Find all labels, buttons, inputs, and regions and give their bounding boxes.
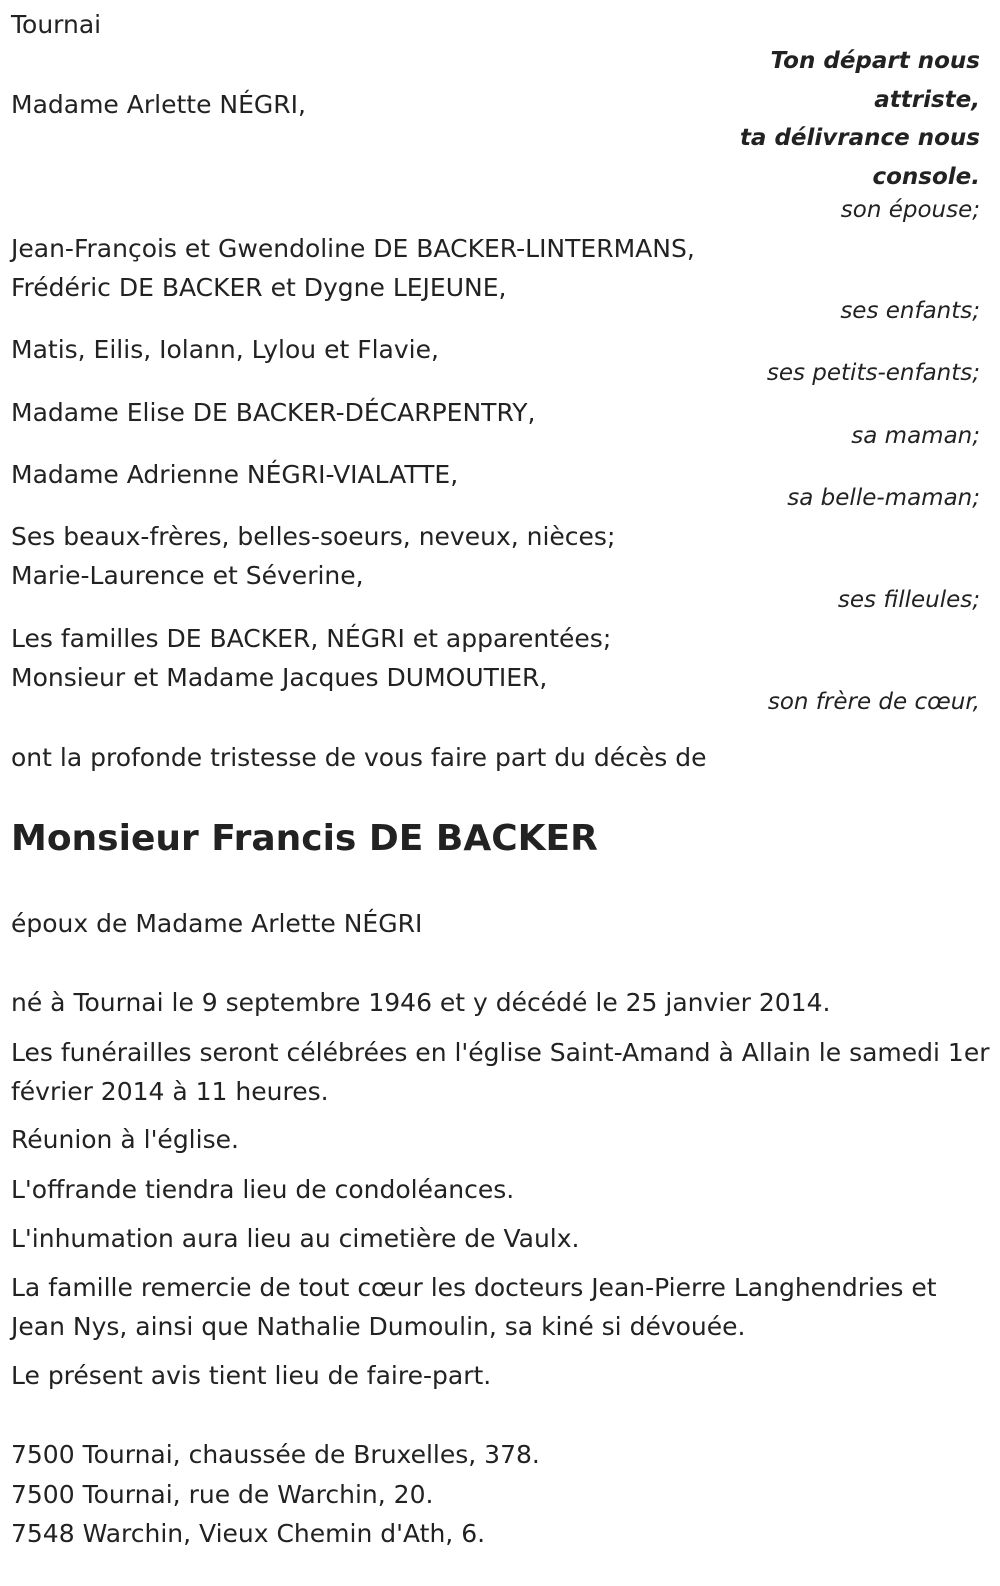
family-relation: ses filleules; — [837, 587, 980, 613]
detail-paragraph: né à Tournai le 9 septembre 1946 et y décédé le 25 janvier 2014. — [11, 988, 831, 1017]
spouse-line: époux de Madame Arlette NÉGRI — [11, 909, 423, 938]
family-relation: ses petits-enfants; — [766, 360, 980, 386]
city: Tournai — [11, 10, 102, 39]
family-name: Jean-François et Gwendoline DE BACKER-LINTERMANS, — [11, 234, 695, 263]
family-relation: ses enfants; — [840, 298, 980, 324]
family-name: Marie-Laurence et Séverine, — [11, 561, 364, 590]
family-name: Matis, Eilis, Iolann, Lylou et Flavie, — [11, 335, 439, 364]
family-relation: son épouse; — [840, 197, 980, 223]
detail-paragraph: Les funérailles seront célébrées en l'église Saint-Amand à Allain le samedi 1er février 2014 à 11 heures. — [11, 1038, 990, 1106]
family-relation: sa belle-maman; — [787, 485, 980, 511]
detail-paragraph: Le présent avis tient lieu de faire-part. — [11, 1361, 492, 1390]
address-line: 7548 Warchin, Vieux Chemin d'Ath, 6. — [11, 1519, 486, 1548]
detail-paragraph: L'inhumation aura lieu au cimetière de Vaulx. — [11, 1224, 580, 1253]
family-name: Madame Adrienne NÉGRI-VIALATTE, — [11, 460, 459, 489]
epitaph-quote — [720, 42, 980, 196]
detail-paragraph: L'offrande tiendra lieu de condoléances. — [11, 1175, 515, 1204]
family-name: Ses beaux-frères, belles-soeurs, neveux, nièces; — [11, 522, 616, 551]
family-name: Madame Elise DE BACKER-DÉCARPENTRY, — [11, 398, 536, 427]
family-name: Les familles DE BACKER, NÉGRI et apparentées; — [11, 624, 612, 653]
address-line: 7500 Tournai, chaussée de Bruxelles, 378. — [11, 1440, 540, 1469]
quote-line: ta délivrance nous — [739, 125, 980, 151]
deceased-name: Monsieur Francis DE BACKER — [11, 818, 598, 859]
quote-line: console. — [872, 163, 980, 190]
family-name: Frédéric DE BACKER et Dygne LEJEUNE, — [11, 273, 507, 302]
detail-paragraph: La famille remercie de tout cœur les docteurs Jean-Pierre Langhendries et Jean Nys, ainsi que Nathalie Dumoulin, sa kiné si dévouée. — [11, 1273, 937, 1341]
quote-line: Ton départ nous — [770, 48, 980, 74]
family-relation: son frère de cœur, — [767, 689, 980, 715]
detail-paragraph: Réunion à l'église. — [11, 1125, 239, 1154]
address-line: 7500 Tournai, rue de Warchin, 20. — [11, 1480, 434, 1509]
announcement: ont la profonde tristesse de vous faire part du décès de — [11, 743, 707, 772]
family-relation: sa maman; — [851, 423, 980, 449]
quote-line: attriste, — [874, 86, 980, 113]
family-name: Monsieur et Madame Jacques DUMOUTIER, — [11, 663, 548, 692]
family-name: Madame Arlette NÉGRI, — [11, 90, 306, 119]
